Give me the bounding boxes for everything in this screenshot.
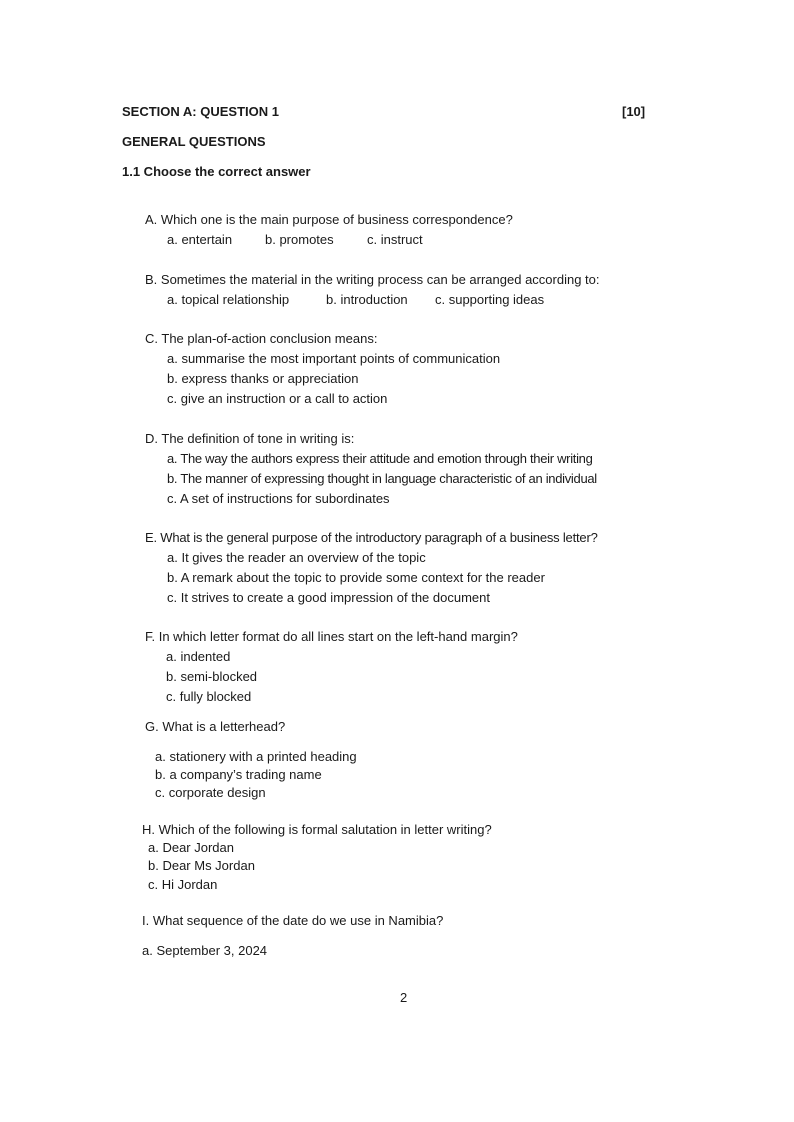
option: a. September 3, 2024 (142, 943, 268, 958)
option: b. The manner of expressing thought in language characteristic of an individual (167, 471, 597, 486)
section-title: SECTION A: QUESTION 1 (122, 104, 279, 119)
option: c. A set of instructions for subordinates (167, 491, 390, 506)
option: c. corporate design (155, 785, 266, 800)
subtitle: GENERAL QUESTIONS (122, 134, 266, 149)
option: a. Dear Jordan (148, 840, 234, 855)
question-h: H. Which of the following is formal salutation in letter writing? (142, 822, 492, 837)
instruction: 1.1 Choose the correct answer (122, 164, 311, 179)
option: c. It strives to create a good impression of the document (167, 590, 490, 605)
option: b. promotes (265, 232, 334, 247)
option: b. a company’s trading name (155, 767, 322, 782)
option: a. The way the authors express their attitude and emotion through their writing (167, 451, 593, 466)
option: a. summarise the most important points of communication (167, 351, 501, 366)
option: b. semi-blocked (166, 669, 258, 684)
option: a. indented (166, 649, 231, 664)
option: b. introduction (326, 292, 408, 307)
question-e: E. What is the general purpose of the introductory paragraph of a business letter? (145, 530, 598, 545)
option: a. topical relationship (167, 292, 290, 307)
question-f: F. In which letter format do all lines start on the left-hand margin? (145, 629, 518, 644)
question-a: A. Which one is the main purpose of business correspondence? (145, 212, 513, 227)
question-d: D. The definition of tone in writing is: (145, 431, 355, 446)
option: b. A remark about the topic to provide some context for the reader (167, 570, 545, 585)
option: b. Dear Ms Jordan (148, 858, 255, 873)
page-number: 2 (400, 990, 408, 1005)
option: c. Hi Jordan (148, 877, 218, 892)
question-c: C. The plan-of-action conclusion means: (145, 331, 378, 346)
option: a. It gives the reader an overview of the topic (167, 550, 426, 565)
question-b: B. Sometimes the material in the writing process can be arranged according to: (145, 272, 600, 287)
question-i: I. What sequence of the date do we use in Namibia? (142, 913, 444, 928)
question-g: G. What is a letterhead? (145, 719, 286, 734)
option: c. fully blocked (166, 689, 252, 704)
marks: [10] (622, 104, 646, 119)
option: a. entertain (167, 232, 233, 247)
option: b. express thanks or appreciation (167, 371, 359, 386)
option: a. stationery with a printed heading (155, 749, 357, 764)
option: c. instruct (367, 232, 423, 247)
option: c. give an instruction or a call to action (167, 391, 388, 406)
option: c. supporting ideas (435, 292, 545, 307)
